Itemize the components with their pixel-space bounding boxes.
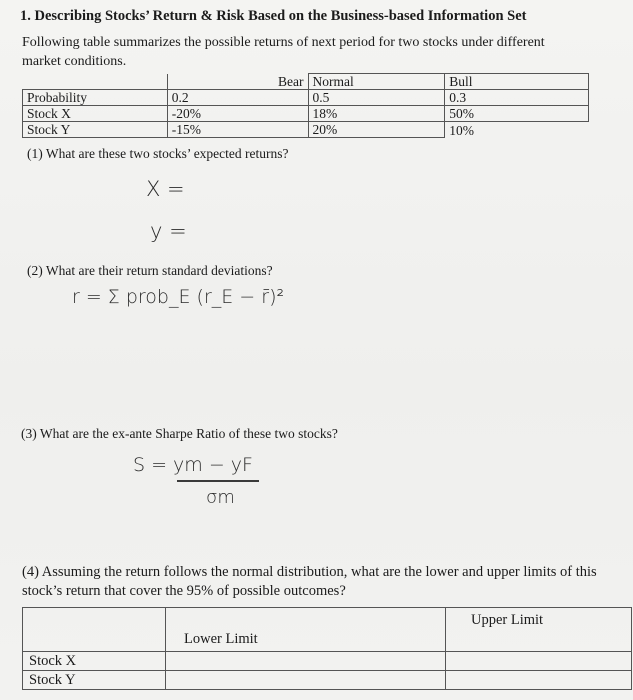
limits-header-row (23, 608, 632, 652)
cell-value: -20% (167, 106, 308, 122)
handwritten-sharpe-numerator: S = ym − yF (133, 454, 253, 476)
cell-value: -15% (167, 122, 308, 138)
question-2: (2) What are their return standard deviations? (27, 263, 273, 278)
limits-table (22, 607, 632, 690)
table-row (23, 90, 589, 106)
table-row (23, 106, 589, 122)
row-label: Stock Y (23, 671, 166, 690)
cell-value: 50% (445, 106, 589, 122)
lower-limit-cell[interactable] (166, 671, 446, 690)
handwritten-x-equation: X = (146, 177, 185, 201)
question-1: (1) What are these two stocks’ expected returns? (27, 146, 289, 161)
returns-table (22, 73, 589, 138)
limits-header-empty (23, 608, 166, 652)
cell-value: 0.3 (445, 90, 589, 106)
row-label: Stock Y (23, 122, 168, 138)
header-normal: Normal (308, 74, 445, 90)
table-row (23, 671, 632, 690)
section-heading: 1. Describing Stocks’ Return & Risk Based on the Business-based Information Set (20, 8, 527, 24)
upper-limit-header: Upper Limit (446, 608, 632, 652)
question-4: (4) Assuming the return follows the normal distribution, what are the lower and upper limits of this stock’s return that cover the 95% of possible outcomes? (22, 564, 597, 599)
table-header-row (23, 74, 589, 90)
header-bull: Bull (445, 74, 589, 90)
question-3: (3) What are the ex-ante Sharpe Ratio of these two stocks? (21, 426, 338, 441)
handwritten-sharpe-denominator: σm (206, 487, 235, 508)
cell-value: 0.2 (167, 90, 308, 106)
header-bear: Bear (167, 74, 308, 90)
table-row (23, 122, 589, 138)
cell-value: 10% (445, 122, 589, 138)
fraction-bar (177, 480, 259, 482)
row-label: Stock X (23, 106, 168, 122)
lower-limit-header: Lower Limit (166, 608, 446, 652)
table-row (23, 652, 632, 671)
upper-limit-cell[interactable] (446, 671, 632, 690)
cell-value: 20% (308, 122, 445, 138)
handwritten-y-equation: y = (150, 219, 187, 243)
header-empty (23, 74, 168, 90)
row-label: Probability (23, 90, 168, 106)
handwritten-sd-formula: r = Σ prob_E (r_E − r̄)² (72, 286, 285, 308)
lower-limit-cell[interactable] (166, 652, 446, 671)
cell-value: 0.5 (308, 90, 445, 106)
cell-value: 18% (308, 106, 445, 122)
upper-limit-cell[interactable] (446, 652, 632, 671)
intro-text: Following table summarizes the possible returns of next period for two stocks under different market conditions. (22, 35, 545, 69)
row-label: Stock X (23, 652, 166, 671)
